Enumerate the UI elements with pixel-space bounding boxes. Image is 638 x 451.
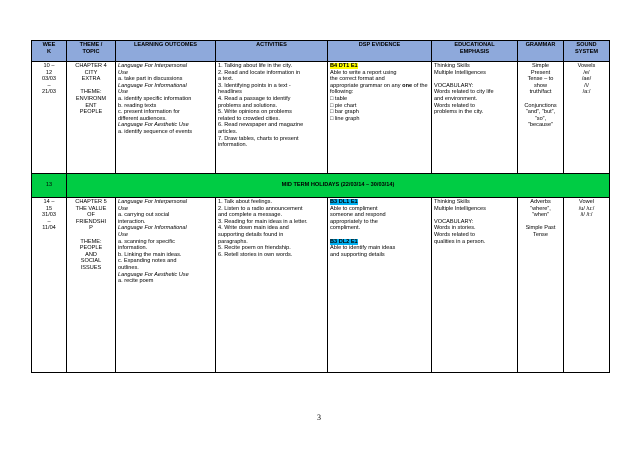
header-sound: SOUND SYSTEM <box>564 41 610 62</box>
table-row <box>32 62 610 174</box>
outcome-body: a. identify sequence of events <box>118 128 193 135</box>
header-week: WEE K <box>32 41 67 62</box>
outcome-heading: Language For Informational Use <box>118 225 187 238</box>
outcome-heading: Language For Aesthetic Use <box>118 122 189 129</box>
dsp-tag: B3 DL1 E1 <box>330 199 358 205</box>
header-dsp: DSP EVIDENCE <box>328 41 432 62</box>
dsp-option: □ pie chart <box>330 102 357 109</box>
outcome-body: a. scanning for specific information. b. Linking the main ideas. c. Expanding notes and outlines. <box>118 238 182 271</box>
dsp-spacer <box>330 232 429 239</box>
holiday-row <box>32 174 610 198</box>
lesson-plan-table <box>31 40 610 373</box>
sound-cell: Vowel /u/ /u:/ /i/ /i:/ <box>564 198 610 373</box>
outcome-heading: Language For Aesthetic Use <box>118 271 189 278</box>
dsp-body: Able to identify main ideas and supporting details <box>330 245 396 258</box>
table-row <box>32 198 610 373</box>
holiday-label: MID TERM HOLIDAYS (22/03/14 – 30/03/14) <box>67 174 610 198</box>
dsp-cell <box>328 198 432 373</box>
header-outcomes: LEARNING OUTCOMES <box>116 41 216 62</box>
dsp-tag: B4 DT1 E1 <box>330 63 358 69</box>
dsp-option: □ line graph <box>330 115 360 122</box>
dsp-body <box>330 70 429 96</box>
dsp-text: of the following: <box>330 82 428 96</box>
outcome-heading: Language For Informational Use <box>118 82 187 96</box>
dsp-option: □ table <box>330 95 348 102</box>
dsp-tag: B3 DL2 E1 <box>330 238 358 245</box>
header-grammar: GRAMMAR <box>518 41 564 62</box>
dsp-body: Able to compliment someone and respond appropriately to the compliment. <box>330 205 386 232</box>
topic-cell: CHAPTER 4 CITY EXTRA THEME: ENVIRONM ENT PEOPLE <box>67 62 116 174</box>
week-cell: 10 – 12 03/03 – 21/03 <box>32 62 67 174</box>
header-topic: THEME / TOPIC <box>67 41 116 62</box>
outcome-body: a. identify specific information b. reading texts c. present information for different audiences. <box>118 95 192 122</box>
educational-cell: Thinking Skills Multiple Intelligences VOCABULARY: Words in stories. Words related to qualities in a person. <box>432 198 518 373</box>
outcome-heading: Language For Interpersonal Use <box>118 199 188 212</box>
grammar-cell: Adverbs “where”, “when” Simple Past Tense <box>518 198 564 373</box>
header-educational: EDUCATIONAL EMPHASIS <box>432 41 518 62</box>
outcomes-cell <box>116 62 216 174</box>
outcome-heading: Language For Interpersonal Use <box>118 63 188 76</box>
outcome-body: a. recite poem <box>118 278 154 285</box>
week-cell: 14 – 15 31/03 – 11/04 <box>32 198 67 373</box>
dsp-option: □ bar graph <box>330 109 359 116</box>
grammar-cell: Simple Present Tense – to show truth/fact Conjunctions “and”, “but”, “so”, “because” <box>518 62 564 174</box>
holiday-week: 13 <box>32 174 67 198</box>
page-number: 3 <box>317 413 321 422</box>
header-row <box>32 41 610 62</box>
outcomes-cell <box>116 198 216 373</box>
topic-cell: CHAPTER 5 THE VALUE OF FRIENDSHI P THEME: PEOPLE AND SOCIAL ISSUES <box>67 198 116 373</box>
dsp-text: Able to write a report using the correct format and appropriate grammar on any <box>330 69 401 89</box>
outcome-body: a. carrying out social interaction. <box>118 212 170 225</box>
dsp-cell <box>328 62 432 174</box>
educational-cell: Thinking Skills Multiple Intelligences VOCABULARY: Words related to city life and environment. Words related to problems in the city. <box>432 62 518 174</box>
activities-cell: 1. Talking about life in the city. 2. Read and locate information in a text. 3. Identifying points in a text - headlines 4. Read a passage to identify problems and solutions. 5. Write opinions on problems related to crowded cities. 6. Read newspaper and magazine articles. 7. Draw tables, charts to present information. <box>216 62 328 174</box>
header-activities: ACTIVITIES <box>216 41 328 62</box>
activities-cell: 1. Talk about feelings. 2. Listen to a radio announcement and complete a message. 3. Reading for main ideas in a letter. 4. Write down main idea and supporting details found in paragraphs. 5. Recite poem on friendship. 6. Retell stories in own words. <box>216 198 328 373</box>
sound-cell: Vowels /e/ /ae/ /\/ /a:/ <box>564 62 610 174</box>
outcome-body: a. take part in discussions <box>118 76 183 83</box>
dsp-emphasis: one <box>402 82 413 89</box>
